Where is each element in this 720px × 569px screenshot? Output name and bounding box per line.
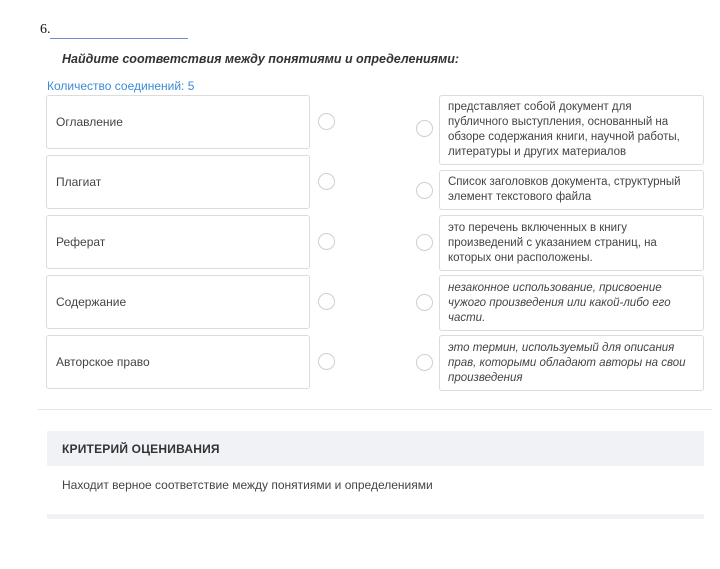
- right-item-text: это термин, используемый для описания прав, которыми обладают авторы на свои произведения: [448, 341, 686, 384]
- right-item[interactable]: [439, 275, 704, 331]
- criteria-title: КРИТЕРИЙ ОЦЕНИВАНИЯ: [62, 441, 220, 456]
- answer-underline: [50, 38, 188, 39]
- left-item-label: Реферат: [56, 235, 106, 249]
- left-connector-radio[interactable]: [318, 173, 335, 190]
- left-item[interactable]: [46, 335, 310, 389]
- left-connector-radio[interactable]: [318, 293, 335, 310]
- right-connector-radio[interactable]: [416, 120, 433, 137]
- right-item[interactable]: [439, 335, 704, 391]
- right-connector-radio[interactable]: [416, 354, 433, 371]
- criteria-header: [47, 431, 704, 466]
- right-connector-radio[interactable]: [416, 294, 433, 311]
- right-item[interactable]: [439, 95, 704, 165]
- left-connector-radio[interactable]: [318, 353, 335, 370]
- criteria-footer-bar: [47, 514, 704, 519]
- right-connector-radio[interactable]: [416, 182, 433, 199]
- right-item-text: представляет собой документ для публичного выступления, основанный на обзоре содержания книги, научной работы, литературы и других материалов: [448, 101, 680, 158]
- right-item-text: Список заголовков документа, структурный элемент текстового файла: [448, 176, 681, 203]
- right-item-text: это перечень включенных в книгу произведений с указанием страниц, на которых они расположены.: [448, 221, 657, 264]
- left-item-label: Содержание: [56, 295, 127, 309]
- left-item[interactable]: [46, 215, 310, 269]
- left-item-label: Плагиат: [56, 175, 102, 189]
- right-item[interactable]: [439, 215, 704, 271]
- connections-count: Количество соединений: 5: [47, 79, 195, 93]
- left-item[interactable]: [46, 275, 310, 329]
- right-connector-radio[interactable]: [416, 234, 433, 251]
- left-item-label: Авторское право: [56, 355, 150, 369]
- right-item-text: незаконное использование, присвоение чужого произведения или какой-либо его части.: [448, 281, 671, 324]
- criteria-text: Находит верное соответствие между понятиями и определениями: [62, 478, 433, 492]
- question-number: 6.: [40, 22, 51, 37]
- left-item[interactable]: [46, 95, 310, 149]
- right-item[interactable]: [439, 170, 704, 210]
- left-connector-radio[interactable]: [318, 233, 335, 250]
- section-divider: [38, 409, 712, 410]
- left-item[interactable]: [46, 155, 310, 209]
- left-item-label: Оглавление: [56, 115, 123, 129]
- left-connector-radio[interactable]: [318, 113, 335, 130]
- question-instruction: Найдите соответствия между понятиями и определениями:: [62, 52, 460, 66]
